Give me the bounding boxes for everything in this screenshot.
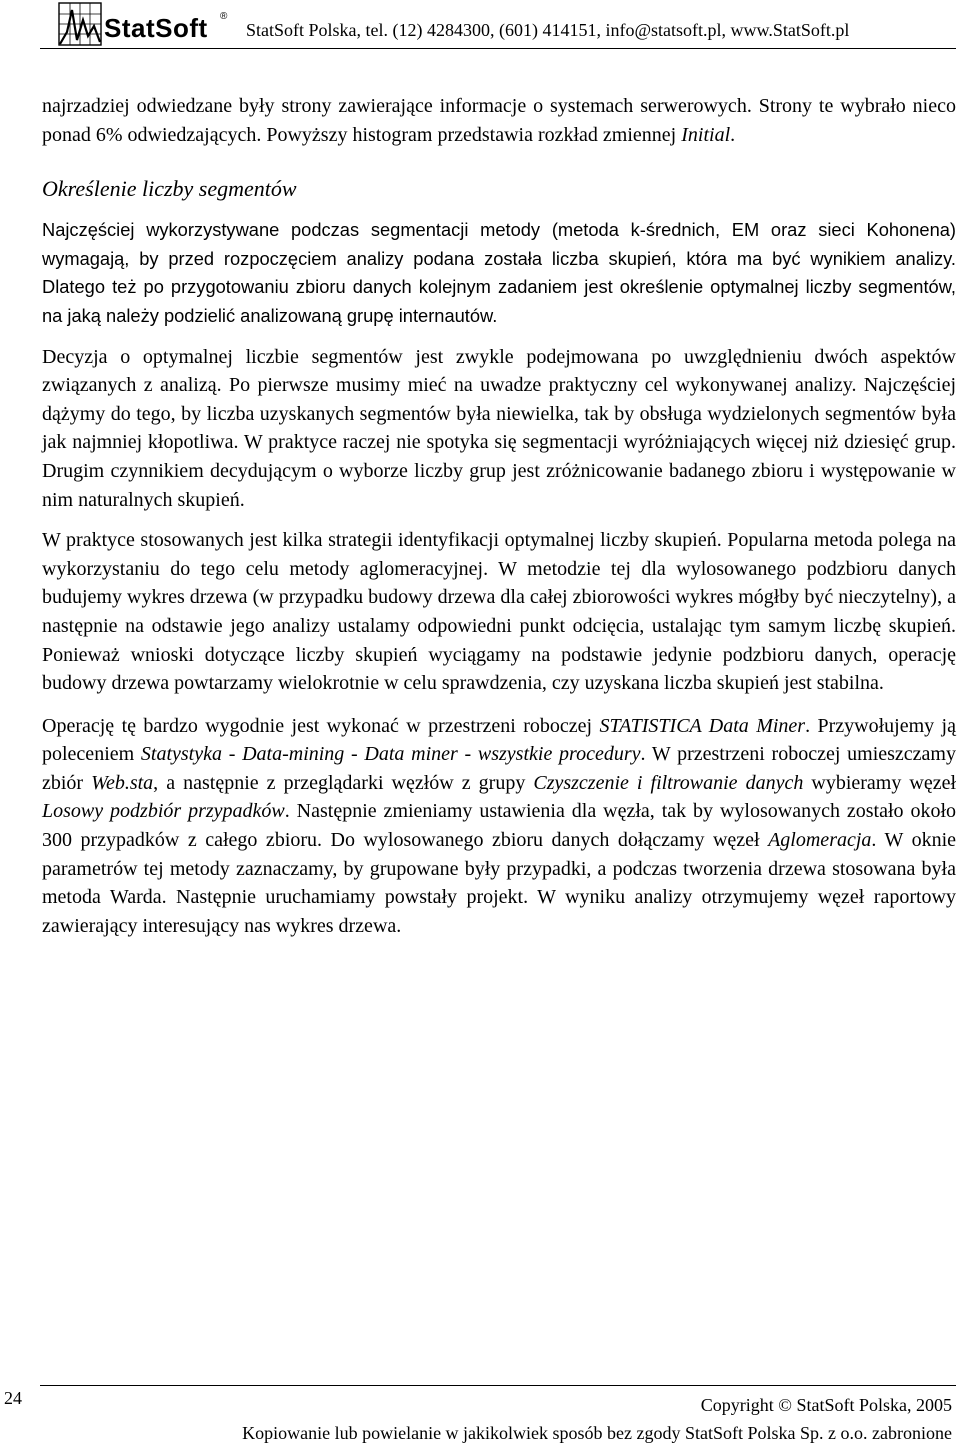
intro-paragraph: najrzadziej odwiedzane były strony zawierające informacje o systemach serwerowych. Strony te wybrało nieco ponad 6% odwiedzających. Powyższy histogram przedstawia rozkład zmiennej Initial. (42, 95, 956, 146)
statsoft-logo-icon (58, 2, 102, 46)
variable-name: Initial (681, 123, 731, 146)
copy-notice: Kopiowanie lub powielanie w jakikolwiek sposób bez zgody StatSoft Polska Sp. z o.o. zabronione (242, 1423, 952, 1443)
page-header (58, 0, 938, 52)
page-footer (242, 1391, 952, 1447)
paragraph-3: W praktyce stosowanych jest kilka strategii identyfikacji optymalnej liczby skupień. Popularna metoda polega na wykorzystaniu do tego celu metody aglomeracyjnej. W metodzie tej dla wylosowanego podzbioru danych budujemy wykres drzewa (w przypadku budowy drzewa dla całej zbiorowości wykres mógłby być nieczytelny), a następnie na odstawie jego analizy ustalamy odpowiedni punkt odcięcia, ustalając tym samym liczbę skupień. Ponieważ wnioski dotyczące liczby skupień wyciągamy na podstawie jedynie podzbioru danych, operację budowy drzewa powtarzamy wielokrotnie w celu sprawdzenia, czy uzyskana liczba skupień jest stabilna. (42, 529, 956, 695)
paragraph-2: Decyzja o optymalnej liczbie segmentów jest zwykle podejmowana po uwzględnieniu dwóch aspektów związanych z analizą. Po pierwsze musimy mieć na uwadze praktyczny cel wykonywanej analizy. Najczęściej dążymy do tego, by liczba uzyskanych segmentów była niewielka, tak by obsługa wydzielonych segmentów była jak najmniej kłopotliwa. W praktyce raczej nie spotyka się segmentacji wyróżniających więcej niż dziesięć grup. Drugim czynnikiem decydującym o wyborze liczby grup jest zróżnicowanie badanego zbioru i występowanie w nim naturalnych skupień. (42, 345, 956, 511)
page-number: 24 (4, 1388, 22, 1408)
copyright: Copyright © StatSoft Polska, 2005 (700, 1395, 952, 1415)
logo-text: StatSoft (104, 13, 208, 43)
paragraph-4: Operację tę bardzo wygodnie jest wykonać w przestrzeni roboczej STATISTICA Data Miner. Przywołujemy ją poleceniem Statystyka - Data-mining - Data miner - wszystkie procedury. W przestrzeni roboczej umieszczamy zbiór Web.sta, a następnie z przeglądarki węzłów z grupy Czyszczenie i filtrowanie danych wybieramy węzeł Losowy podzbiór przypadków. Następnie zmieniamy ustawienia dla węzła, tak by wylosowanych zostało około 300 przypadków z całego zbioru. Do wylosowanego zbioru danych dołączamy węzeł Aglomeracja. W oknie parametrów tej metody zaznaczamy, by grupowane były przypadki, a podczas tworzenia drzewa stosowana była metoda Warda. Następnie uruchamiamy powstały projekt. W wyniku analizy otrzymujemy węzeł raportowy zawierający interesujący nas wykres drzewa. (42, 714, 957, 937)
section-heading: Określenie liczby segmentów (42, 176, 297, 202)
header-divider (40, 48, 956, 49)
page-body (42, 92, 956, 940)
footer-divider (40, 1385, 956, 1386)
header-contact: StatSoft Polska, tel. (12) 4284300, (601) 414151, info@statsoft.pl, www.StatSoft.pl (246, 20, 850, 40)
paragraph-1: Najczęściej wykorzystywane podczas segmentacji metody (metoda k-średnich, EM oraz sieci Kohonena) wymagają, by przed rozpoczęciem analizy podana została liczba skupień, która ma być wynikiem analizy. Dlatego też po przygotowaniu zbioru danych kolejnym zadaniem jest określenie optymalnej liczby segmentów, na jaką należy podzielić analizowaną grupę internautów. (42, 219, 956, 326)
registered-mark: ® (220, 11, 228, 22)
